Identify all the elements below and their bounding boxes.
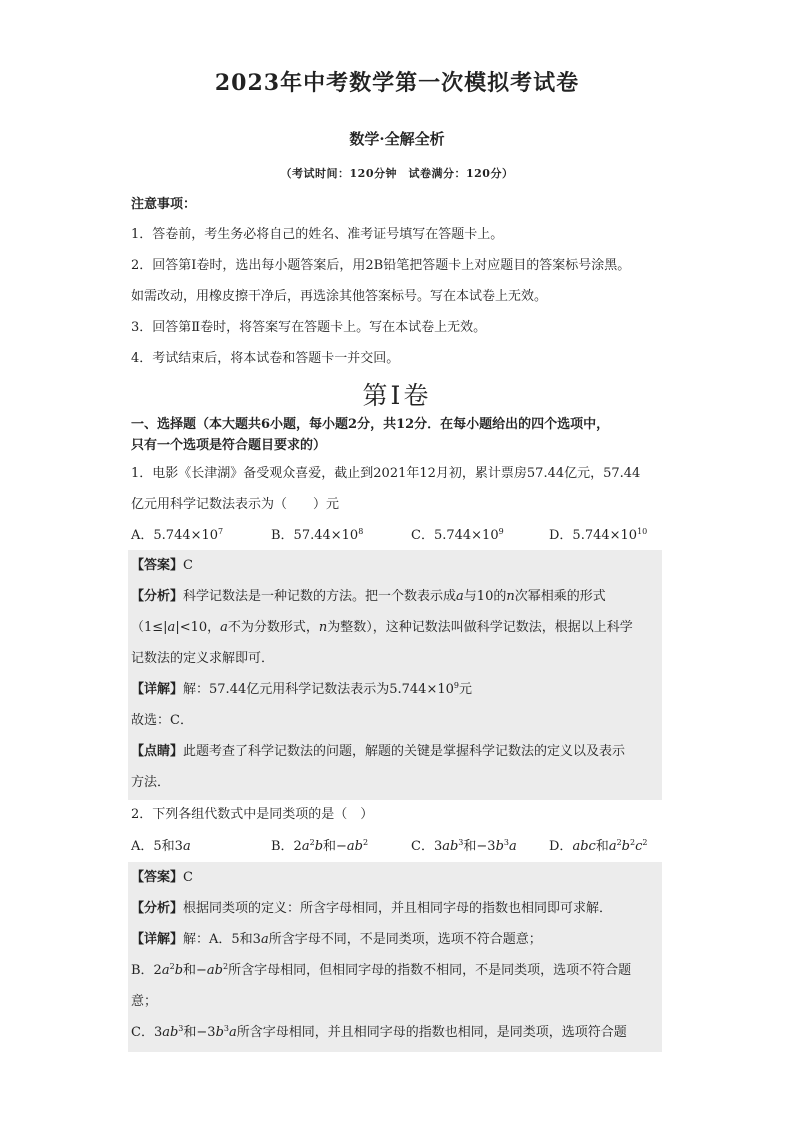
q2-option-c: C．$3ab^3$和$-3b^3a$: [411, 838, 517, 854]
q1-option-b: B．$57.44\times 10^8$: [271, 527, 364, 543]
q1-option-c: C．$5.744\times 10^9$: [411, 527, 504, 543]
q1-stem-line-2: 亿元用科学记数法表示为（ ）元: [131, 497, 340, 512]
section-title: 第Ⅰ卷: [362, 381, 432, 410]
notice-heading: 注意事项：: [131, 197, 197, 212]
q1-comment-line-2: 方法．: [131, 775, 171, 790]
q1-options: [131, 527, 661, 545]
q2-detail-b-cont: 意；: [131, 994, 158, 1009]
notice-item-3: 3．回答第Ⅱ卷时，将答案写在答题卡上。写在本试卷上无效。: [131, 320, 487, 335]
q2-analysis: 【分析】根据同类项的定义：所含字母相同，并且相同字母的指数也相同即可求解．: [131, 901, 613, 916]
q1-choose: 故选：C．: [131, 713, 193, 728]
q2-option-d: D．abc和$a^2b^2c^2$: [549, 838, 648, 854]
q2-option-b: B．$2a^2b$和$-ab^2$: [271, 838, 369, 854]
page-title: 2023年中考数学第一次模拟考试卷: [214, 70, 580, 96]
q2-detail-a: 【详解】解：A．5和3a所含字母不同，不是同类项，选项不符合题意；: [131, 932, 542, 947]
q1-stem-line-1: 1．电影《长津湖》备受观众喜爱，截止到2021年12月初，累计票房57.44亿元，57.44: [131, 466, 641, 481]
q2-detail-c: C．$3ab^3$和$-3b^3a$所含字母相同，并且相同字母的指数也相同，是同类项，选项符合题: [131, 1024, 627, 1040]
q1-analysis-line-3: 记数法的定义求解即可．: [131, 651, 275, 666]
q1-option-d: D．$5.744\times 10^{10}$: [549, 527, 648, 543]
q1-analysis-line-1: 【分析】科学记数法是一种记数的方法。把一个数表示成a与10的n次幂相乘的形式: [131, 589, 606, 604]
q1-analysis-line-2: （1≤|a|<10，a不为分数形式，n为整数），这种记数法叫做科学记数法，根据以上科学: [131, 620, 633, 635]
notice-item-2: 2．回答第Ⅰ卷时，选出每小题答案后，用2B铅笔把答题卡上对应题目的答案标号涂黑。: [131, 258, 631, 273]
q2-options: [131, 838, 661, 856]
q1-answer: 【答案】C: [131, 558, 193, 573]
notice-item-1: 1．答卷前，考生务必将自己的姓名、准考证号填写在答题卡上。: [131, 227, 504, 242]
section-instruction-2: 只有一个选项是符合题目要求的）: [131, 438, 327, 453]
section-instruction-1: 一、选择题（本大题共6小题，每小题2分，共12分．在每小题给出的四个选项中，: [131, 417, 610, 432]
q2-stem: 2．下列各组代数式中是同类项的是（ ）: [131, 807, 374, 822]
page-subtitle: 数学·全解全析: [349, 130, 445, 148]
q2-detail-b: B．$2a^2b$和$-ab^2$所含字母相同，但相同字母的指数不相同，不是同类项，选项不符合题: [131, 962, 632, 978]
q1-comment-line-1: 【点睛】此题考查了科学记数法的问题，解题的关键是掌握科学记数法的定义以及表示: [131, 744, 626, 759]
q1-detail: 【详解】解：57.44亿元用科学记数法表示为$5.744\times 10^9$元: [131, 681, 472, 697]
notice-item-2-cont: 如需改动，用橡皮擦干净后，再选涂其他答案标号。写在本试卷上无效。: [131, 289, 548, 304]
q1-option-a: A．$5.744\times 10^7$: [131, 527, 224, 543]
q2-option-a: A．5和3a: [131, 839, 191, 854]
notice-item-4: 4．考试结束后，将本试卷和答题卡一并交回。: [131, 351, 400, 366]
exam-info: （考试时间：120分钟 试卷满分：120分）: [280, 167, 514, 180]
q2-answer: 【答案】C: [131, 870, 193, 885]
